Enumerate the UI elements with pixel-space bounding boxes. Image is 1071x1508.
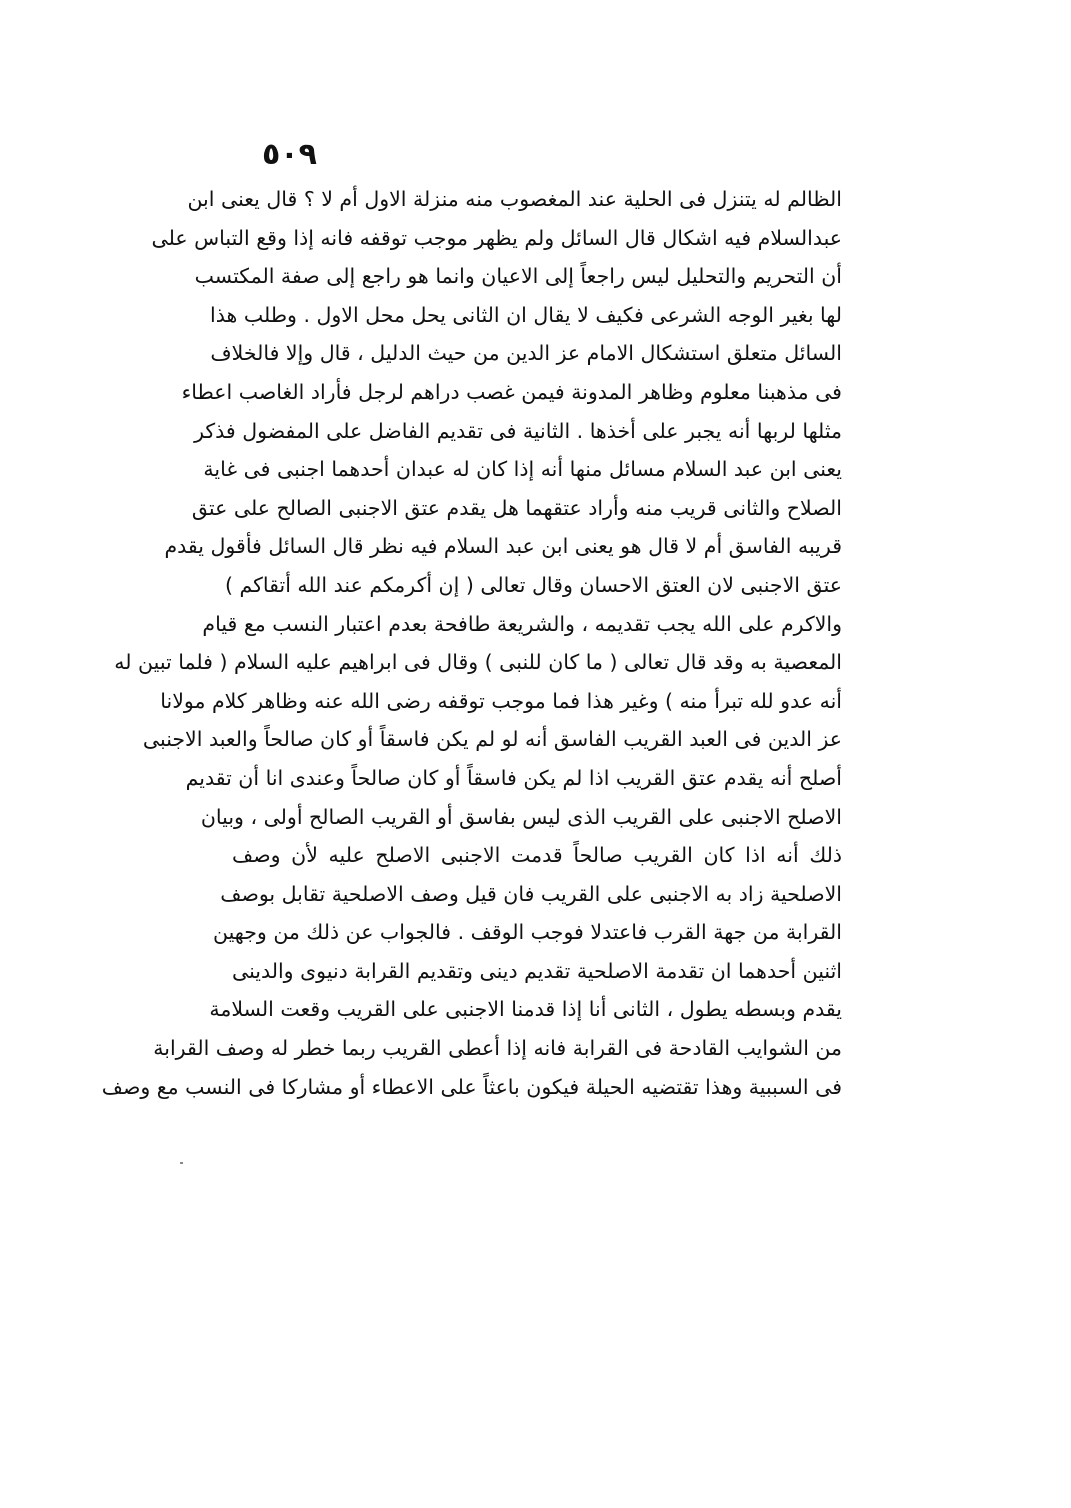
text-line: عتق الاجنبى لان العتق الاحسان وقال تعالى ( إن أكرمكم عند الله أتقاكم ): [224, 572, 842, 597]
text-line: يعنى ابن عبد السلام مسائل منها أنه إذا كان له عبدان أحدهما اجنبى فى غاية: [203, 457, 842, 482]
text-line: ذلك أنه اذا كان القريب صالحاً قدمت الاجنبى الاصلح عليه لأن وصف: [232, 843, 842, 868]
text-line: لها بغير الوجه الشرعى فكيف لا يقال ان الثانى يحل محل الاول . وطلب هذا: [210, 302, 842, 327]
text-line: من الشوايب القادحة فى القرابة فانه إذا أعطى القريب ربما خطر له وصف القرابة: [153, 1036, 842, 1061]
page-number: ٥٠٩: [262, 137, 317, 172]
text-line: أنه عدو لله تبرأ منه ) وغير هذا فما موجب توقفه رضى الله عنه وظاهر كلام مولانا: [160, 688, 842, 713]
text-line: الاصلح الاجنبى على القريب الذى ليس بفاسق أو القريب الصالح أولى ، وبيان: [200, 804, 842, 829]
text-line: أن التحريم والتحليل ليس راجعاً إلى الاعيان وانما هو راجع إلى صفة المكتسب: [194, 264, 842, 289]
text-line: قريبه الفاسق أم لا قال هو يعنى ابن عبد السلام فيه نظر قال السائل فأقول يقدم: [164, 534, 842, 559]
text-line: والاكرم على الله يجب تقديمه ، والشريعة طافحة بعدم اعتبار النسب مع قيام: [202, 611, 842, 636]
text-line: الاصلحية زاد به الاجنبى على القريب فان قيل وصف الاصلحية تقابل بوصف: [220, 881, 842, 906]
text-line: الصلاح والثانى قريب منه وأراد عتقهما هل يقدم عتق الاجنبى الصالح على عتق: [191, 495, 842, 520]
text-line: أصلح أنه يقدم عتق القريب اذا لم يكن فاسقاً أو كان صالحاً وعندى انا أن تقديم: [185, 765, 842, 790]
text-line: يقدم وبسطه يطول ، الثانى أنا إذا قدمنا الاجنبى على القريب وقعت السلامة: [209, 997, 842, 1022]
text-line: اثنين أحدهما ان تقدمة الاصلحية تقديم دينى وتقديم القرابة دنيوى والدينى: [232, 958, 842, 983]
scan-speck: [180, 1162, 183, 1164]
body-text: [101, 180, 842, 1106]
text-line: فى السببية وهذا تقتضيه الحيلة فيكون باعثاً على الاعطاء أو مشاركا فى النسب مع وصف: [101, 1074, 842, 1099]
text-line: الظالم له يتنزل فى الحلية عند المغصوب منه منزلة الاول أم لا ؟ قال يعنى ابن: [187, 187, 842, 211]
text-line: عبدالسلام فيه اشكال قال السائل ولم يظهر موجب توقفه فانه إذا وقع التباس على: [151, 225, 842, 250]
text-line: فى مذهبنا معلوم وظاهر المدونة فيمن غصب دراهم لرجل فأراد الغاصب اعطاء: [181, 379, 842, 404]
text-line: مثلها لربها أنه يجبر على أخذها . الثانية فى تقديم الفاضل على المفضول فذكر: [194, 418, 842, 443]
text-line: السائل متعلق استشكال الامام عز الدين من حيث الدليل ، قال وإلا فالخلاف: [210, 341, 842, 366]
text-line: عز الدين فى العبد القريب الفاسق أنه لو لم يكن فاسقاً أو كان صالحاً والعبد الاجنبى: [142, 727, 842, 752]
text-line: المعصية به وقد قال تعالى ( ما كان للنبى ) وقال فى ابراهيم عليه السلام ( فلما تبين له: [114, 650, 842, 675]
text-line: القرابة من جهة القرب فاعتدلا فوجب الوقف . فالجواب عن ذلك من وجهين: [212, 920, 842, 945]
